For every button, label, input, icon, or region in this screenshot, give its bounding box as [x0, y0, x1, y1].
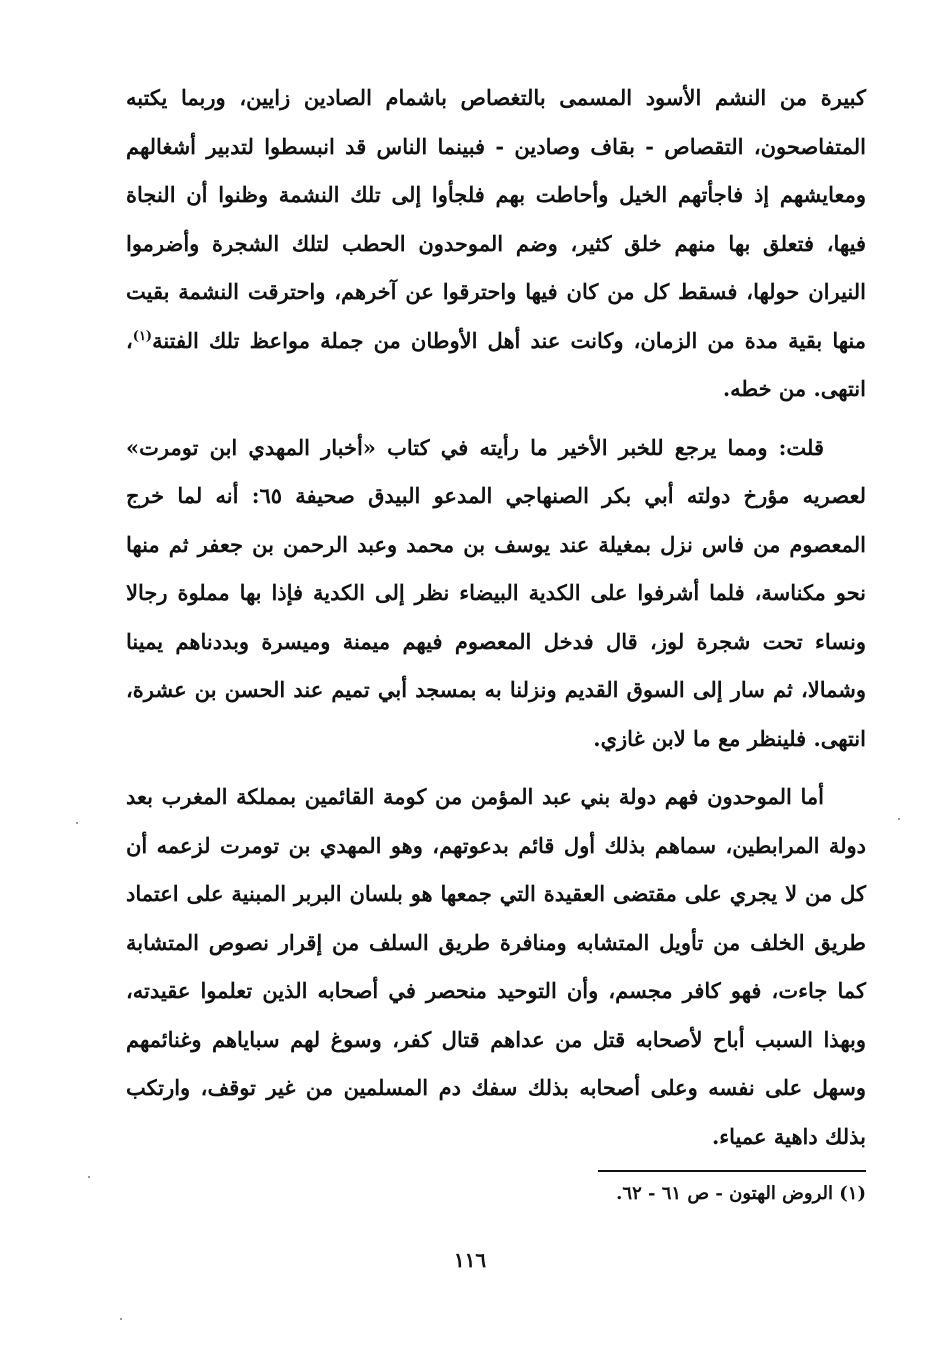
paragraph-2: قلت: ومما يرجع للخبر الأخير ما رأيته في كتاب «أخبار المهدي ابن تومرت» لعصريه مؤرخ دولته أبي بكر الصنهاجي المدعو البيدق صحيفة ٦٥: أنه لما خرج المعصوم من فاس نزل بمغيلة عند يوسف بن محمد وعبد الرحمن بن جعفر ثم منها نحو مكناسة، فلما أشرفوا على الكدية البيضاء نظر إلى الكدية فإذا بها مملوة رجالا ونساء تحت شجرة لوز، قال فدخل المعصوم فيهم ميمنة وميسرة وبددناهم يمينا وشمالا، ثم سار إلى السوق القديم ونزلنا به بمسجد أبي تميم عند الحسن بن عشرة، انتهى. فلينظر مع ما لابن غازي. [126, 434, 867, 751]
paragraph-1-tail: ، انتهى. من خطه. [126, 327, 866, 401]
scan-speck [898, 818, 900, 820]
footnote: (١) الروض الهتون - ص ٦١ - ٦٢. [616, 1183, 866, 1204]
paragraph-1 [126, 74, 866, 414]
scan-speck [88, 1176, 90, 1178]
main-text [126, 74, 866, 1171]
footnote-divider [598, 1170, 866, 1172]
page-number: ١١٦ [453, 1248, 487, 1272]
paragraph-1-text: كبيرة من النشم الأسود المسمى بالتغصاص باشمام الصادين زايين، وربما يكتبه المتفاصحون، التقصاص - بقاف وصادين - فبينما الناس قد انبسطوا لتدبير أشغالهم ومعايشهم إذ فاجأتهم الخيل وأحاطت بهم فلجأوا إلى تلك النشمة وظنوا أن النجاة فيها، فتعلق بها منهم خلق كثير، وضم الموحدون الحطب لتلك الشجرة وأضرموا النيران حولها، فسقط كل من كان فيها واحترقوا عن آخرهم، واحترقت النشمة بقيت منها بقية مدة من الزمان، وكانت عند أهل الأوطان من جملة مواعظ تلك الفتنة [126, 85, 866, 353]
scan-speck [76, 822, 78, 824]
footnote-reference: (١) [132, 328, 153, 344]
scan-speck [120, 1318, 122, 1320]
paragraph-3: أما الموحدون فهم دولة بني عبد المؤمن من كومة القائمين بمملكة المغرب بعد دولة المرابطين، سماهم بذلك أول قائم بدعوتهم، وهو المهدي بن تومرت لزعمه أن كل من لا يجري على مقتضى العقيدة التي جمعها هو بلسان البربر المبنية على اعتماد طريق الخلف من تأويل المتشابه ومنافرة طريق السلف من إقرار نصوص المتشابة كما جاءت، فهو كافر مجسم، وأن التوحيد منحصر في أصحابه الذين تعلموا عقيدته، وبهذا السبب أباح لأصحابه قتل من عداهم قتال كفر، وسوغ لهم سباياهم وغنائمهم وسهل على نفسه وعلى أصحابه بذلك سفك دم المسلمين من غير توقف، وارتكب بذلك داهية عمياء. [126, 784, 866, 1149]
